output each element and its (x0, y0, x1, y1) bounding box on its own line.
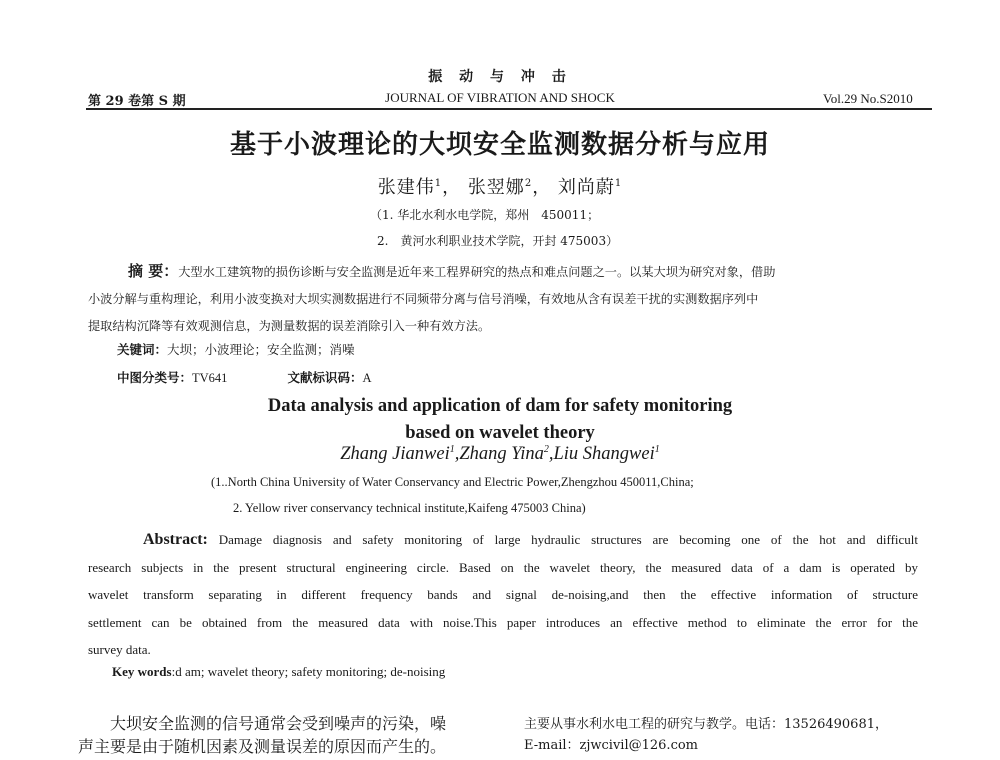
journal-name-cn: 振 动 与 冲 击 (428, 69, 572, 85)
author-separator: ， (442, 177, 462, 198)
keywords-cn (117, 340, 355, 358)
paper-title-cn: 基于小波理论的大坝安全监测数据分析与应用 (229, 130, 770, 160)
abstract-en (88, 526, 918, 664)
header-rule (86, 108, 932, 110)
affiliation-en-1: (1..North China University of Water Conservancy and Electric Power,Zhengzhou 450011,China; (211, 475, 694, 489)
author-email-line: E-mail：zjwcivil@126.com (524, 738, 699, 753)
keywords-en (112, 664, 445, 680)
abstract-en-label-colon: : (202, 531, 208, 548)
author-affiliation-mark-en: 2 (543, 444, 549, 455)
body-text-left-column (78, 712, 498, 758)
author-name: 刘尚蔚 (557, 177, 615, 198)
body-line: 声主要是由于随机因素及测量误差的原因而产生的。 (78, 737, 447, 756)
author-separator-en: , (548, 444, 554, 465)
abstract-cn-line: 小波分解与重构理论，利用小波变换对大坝实测数据进行不同频带分离与信号消噪，有效地从含有误差干扰的实测数据序列中 (88, 292, 759, 306)
abstract-en-line: research subjects in the present structural engineering circle. Based on the wavelet theory, the measured data of a dam is operated by (88, 559, 918, 575)
keywords-en-text: :d am; wavelet theory; safety monitoring; de-noising (171, 664, 446, 679)
paper-title-en-line: Data analysis and application of dam for safety monitoring (267, 396, 733, 416)
abstract-cn (88, 258, 930, 340)
abstract-en-label-text: Abstract (143, 531, 203, 548)
affiliation-cn-2: 2. 黄河水利职业技术学院，开封 475003） (377, 234, 619, 248)
affiliation-cn-1: （1. 华北水利水电学院，郑州 450011； (370, 208, 600, 222)
issue-label-en: Vol.29 No.S2010 (823, 91, 913, 106)
abstract-cn-line: 提取结构沉降等有效观测信息，为测量数据的误差消除引入一种有效方法。 (88, 319, 491, 333)
author-affiliation-mark: 1 (614, 178, 623, 189)
body-text-right-column (524, 714, 944, 756)
abstract-en-text: Damage diagnosis and safety monitoring of large hydraulic structures are becoming one of the hot and difficult (218, 532, 918, 547)
doc-code-value: A (362, 371, 372, 385)
paper-title-en (0, 393, 1000, 447)
affiliation-en-2: 2. Yellow river conservancy technical institute,Kaifeng 475003 China) (233, 501, 586, 515)
journal-name-en: JOURNAL OF VIBRATION AND SHOCK (385, 90, 615, 105)
keywords-cn-label: 关键词： (117, 342, 168, 357)
author-affiliation-mark-en: 1 (654, 444, 660, 455)
abstract-cn-line (88, 258, 930, 286)
keywords-cn-text: 大坝；小波理论；安全监测；消噪 (167, 342, 355, 357)
keywords-en-label: Key words (112, 664, 172, 679)
doc-code-label: 文献标识码： (287, 370, 363, 385)
classification-cn (117, 368, 371, 386)
clc-value: TV641 (192, 371, 228, 385)
author-note-line: 主要从事水利水电工程的研究与教学。电话：13526490681， (524, 717, 888, 732)
author-list-cn (0, 173, 1000, 199)
abstract-cn-text: 大型水工建筑物的损伤诊断与安全监测是近年来工程界研究的热点和难点问题之一。以某大坝为研究对象，借助 (178, 265, 776, 279)
abstract-en-line: wavelet transform separating in different frequency bands and signal de-noising,and then the effective information of structure (88, 587, 918, 602)
abstract-en-label (143, 531, 208, 548)
author-affiliation-mark: 2 (524, 178, 533, 189)
author-list-en (0, 444, 1000, 465)
issue-label-cn: 第 29 卷第 S 期 (88, 94, 186, 109)
body-line: 大坝安全监测的信号通常会受到噪声的污染，噪 (110, 714, 447, 733)
author-affiliation-mark-en: 1 (449, 444, 455, 455)
clc-label: 中图分类号： (117, 370, 193, 385)
abstract-en-line (88, 526, 918, 554)
abstract-cn-label: 摘 要： (128, 262, 179, 280)
author-separator: ， (532, 177, 552, 198)
abstract-en-line: survey data. (88, 642, 151, 657)
author-name: 张建伟 (377, 177, 435, 198)
paper-title-en-line: based on wavelet theory (405, 423, 595, 443)
author-separator-en: , (454, 444, 460, 465)
author-affiliation-mark: 1 (434, 178, 443, 189)
author-name-en: Liu Shangwei (553, 444, 655, 465)
author-name-en: Zhang Yina (459, 444, 544, 465)
author-name: 张翌娜 (467, 177, 525, 198)
abstract-en-line: settlement can be obtained from the measured data with noise.This paper introduces an effective method to eliminate the error for the (88, 614, 918, 630)
author-name-en: Zhang Jianwei (340, 444, 450, 465)
